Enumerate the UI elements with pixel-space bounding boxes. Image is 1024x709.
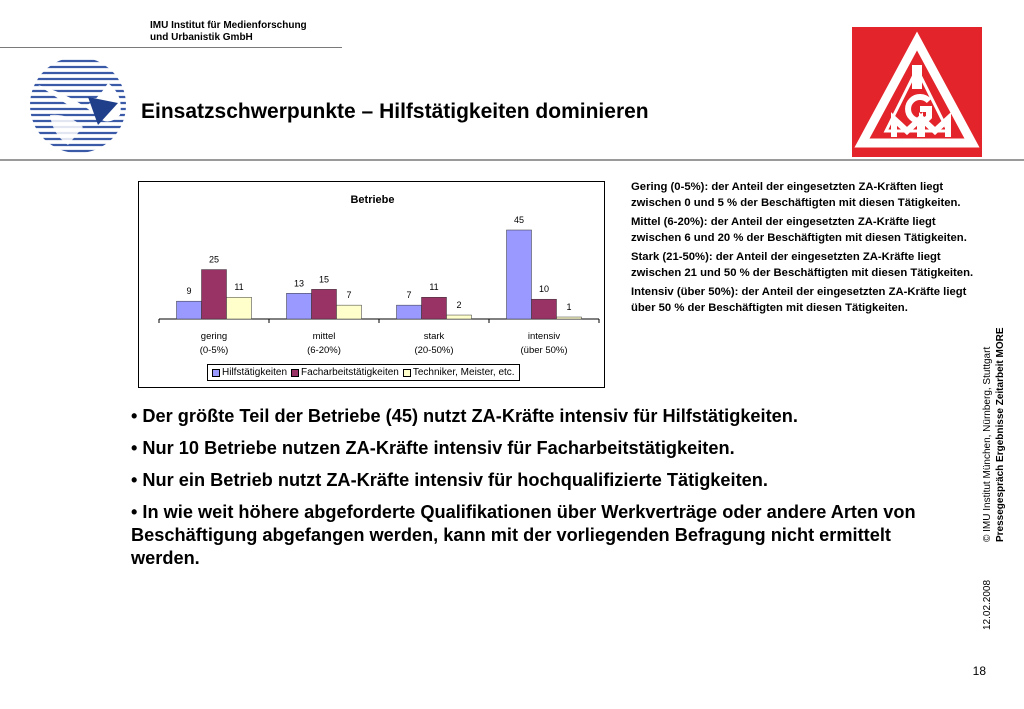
- bar: [202, 270, 227, 319]
- chart-title: Betriebe: [350, 194, 395, 206]
- category-label: intensiv: [527, 331, 561, 342]
- category-label: mittel: [312, 331, 336, 342]
- bar: [557, 317, 582, 319]
- legend-swatch: [403, 369, 411, 377]
- category-label: stark: [423, 331, 445, 342]
- category-label: (6-20%): [307, 345, 341, 356]
- ig-metall-logo: [852, 27, 982, 157]
- bullet-item: • Der größte Teil der Betriebe (45) nutzt ZA-Kräfte intensiv für Hilfstätigkeiten.: [131, 406, 798, 426]
- bar: [532, 299, 557, 319]
- institute-name: [150, 20, 307, 44]
- event-text: Pressegespräch Ergebnisse Zeitarbeit MORE: [995, 327, 1006, 542]
- imu-logo: [28, 55, 130, 157]
- data-label: 7: [346, 290, 352, 301]
- definition-mittel: Mittel (6-20%): der Anteil der eingesetzten ZA-Kräfte liegt zwischen 6 und 20 % der Beschäftigten mit diesen Tätigkeiten.: [631, 216, 967, 244]
- legend-item: [291, 367, 399, 378]
- bar: [177, 301, 202, 319]
- bar: [422, 297, 447, 319]
- category-definitions: [631, 180, 976, 320]
- bullet-text: Nur ein Betrieb nutzt ZA-Kräfte intensiv für hochqualifizierte Tätigkeiten.: [142, 470, 768, 490]
- legend-item: [403, 367, 515, 378]
- definition-gering: Gering (0-5%): der Anteil der eingesetzten ZA-Kräften liegt zwischen 0 und 5 % der Beschäftigten mit diesen Tätigkeiten.: [631, 181, 961, 209]
- data-label: 13: [293, 278, 305, 289]
- bar: [337, 305, 362, 319]
- data-label: 45: [513, 215, 525, 225]
- category-label: (0-5%): [199, 345, 229, 356]
- legend-label: Techniker, Meister, etc.: [412, 367, 515, 378]
- institute-line-2: und Urbanistik GmbH: [150, 32, 253, 43]
- legend-label: Facharbeitstätigkeiten: [301, 367, 399, 378]
- bullet-list: [131, 405, 961, 579]
- category-label: (über 50%): [520, 345, 568, 356]
- definition-intensiv: Intensiv (über 50%): der Anteil der eingesetzten ZA-Kräfte liegt über 50 % der Beschäftigten mit diesen Tätigkeiten.: [631, 286, 967, 314]
- header-divider: [0, 47, 342, 48]
- data-label: 9: [186, 286, 192, 297]
- data-label: 7: [406, 290, 412, 301]
- data-label: 25: [208, 254, 220, 265]
- bullet-text: Der größte Teil der Betriebe (45) nutzt ZA-Kräfte intensiv für Hilfstätigkeiten.: [142, 406, 798, 426]
- bullet-item: • In wie weit höhere abgeforderte Qualifikationen über Werkverträge oder andere Arten von Beschäftigung abgefangen werden, kann mit der vorliegenden Befragung nicht ermittelt werden.: [131, 502, 916, 568]
- bullet-item: • Nur ein Betrieb nutzt ZA-Kräfte intensiv für hochqualifizierte Tätigkeiten.: [131, 470, 768, 490]
- bullet-item: • Nur 10 Betriebe nutzen ZA-Kräfte intensiv für Facharbeitstätigkeiten.: [131, 438, 735, 458]
- category-label: gering: [200, 331, 228, 342]
- bullet-text: Nur 10 Betriebe nutzen ZA-Kräfte intensiv für Facharbeitstätigkeiten.: [142, 438, 735, 458]
- copyright-text: © IMU Institut München, Nürnberg, Stuttgart: [982, 346, 993, 542]
- bar: [227, 297, 252, 319]
- data-label: 1: [566, 302, 572, 313]
- data-label: 11: [234, 282, 244, 293]
- date-text: 12.02.2008: [982, 579, 993, 630]
- bar: [447, 315, 472, 319]
- legend-swatch: [291, 369, 299, 377]
- data-label: 2: [456, 300, 462, 311]
- bar: [312, 289, 337, 319]
- chart-legend: [207, 364, 520, 381]
- data-label: 10: [538, 284, 550, 295]
- bar-chart: [138, 181, 605, 388]
- page-number: 18: [972, 664, 986, 678]
- bar: [287, 293, 312, 319]
- title-divider: [0, 159, 1024, 161]
- side-footer: [982, 320, 1010, 640]
- legend-label: Hilfstätigkeiten: [222, 367, 288, 378]
- slide-title: Einsatzschwerpunkte – Hilfstätigkeiten dominieren: [141, 100, 649, 123]
- bar: [397, 305, 422, 319]
- category-label: (20-50%): [414, 345, 454, 356]
- institute-line-1: IMU Institut für Medienforschung: [150, 20, 307, 31]
- data-label: 11: [429, 282, 439, 293]
- data-label: 15: [318, 274, 330, 285]
- definition-stark: Stark (21-50%): der Anteil der eingesetzten ZA-Kräfte liegt zwischen 21 und 50 % der Beschäftigten mit diesen Tätigkeiten.: [631, 251, 974, 279]
- bullet-text: In wie weit höhere abgeforderte Qualifikationen über Werkverträge oder andere Arten von Beschäftigung abgefangen werden, kann mit der vorliegenden Befragung nicht ermittelt werden.: [131, 502, 916, 568]
- legend-swatch: [212, 369, 220, 377]
- legend-item: [212, 367, 287, 378]
- chart-canvas: [139, 182, 606, 389]
- bar: [507, 230, 532, 319]
